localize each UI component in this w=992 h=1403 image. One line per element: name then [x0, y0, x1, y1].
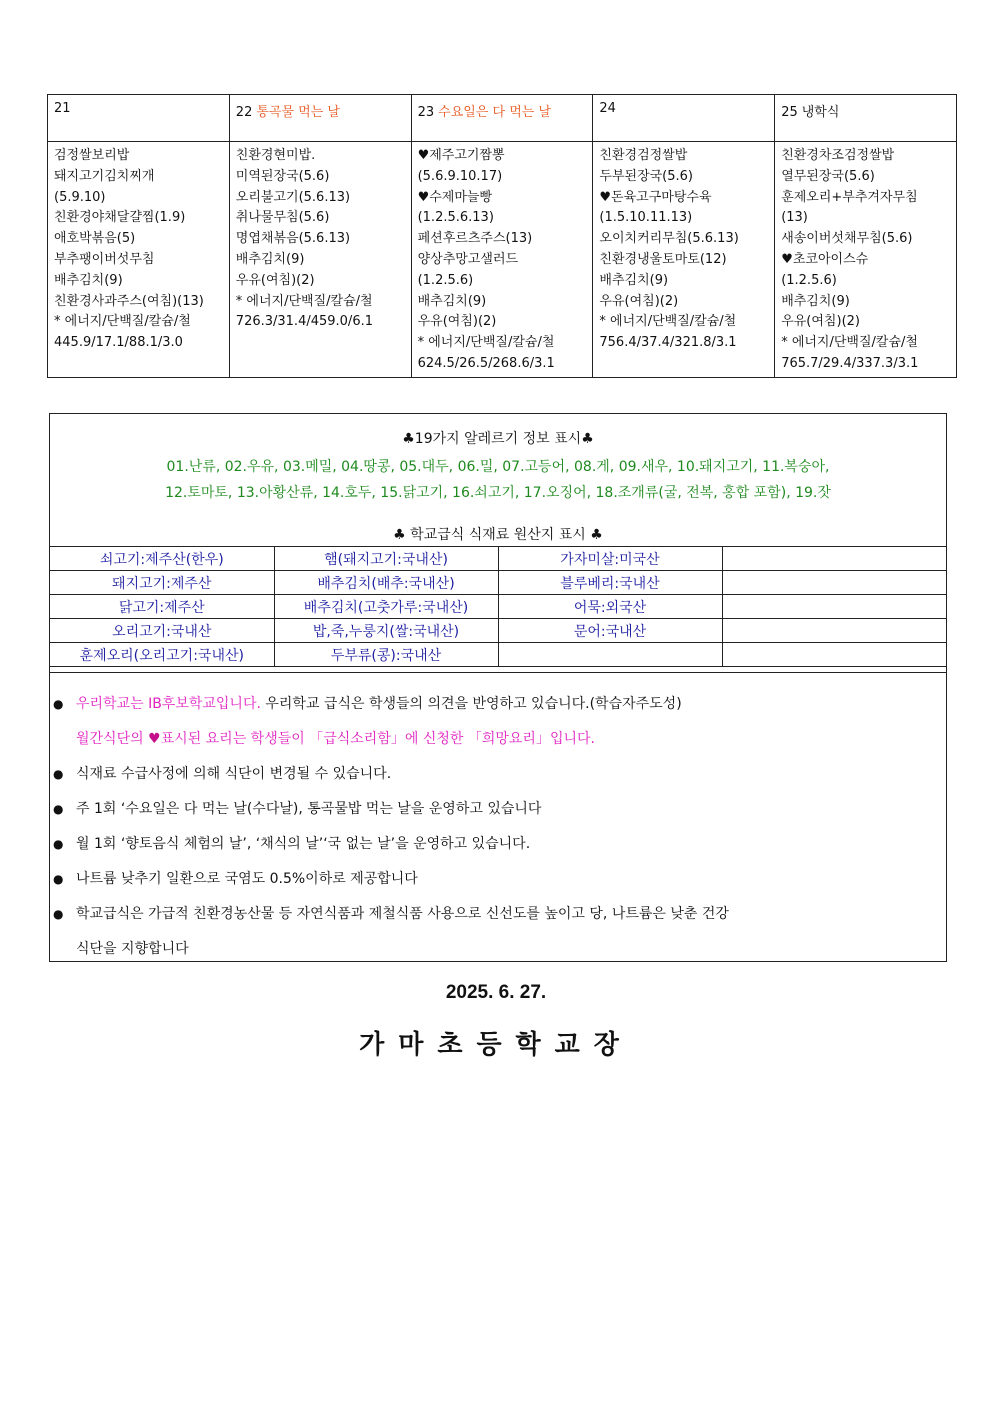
menu-item: 훈제오리+부추겨자무침	[781, 189, 918, 205]
origin-cell: 블루베리:국내산	[498, 571, 722, 595]
table-row	[50, 643, 946, 667]
menu-item: 미역된장국(5.6)	[235, 168, 330, 184]
origin-cell	[722, 547, 946, 571]
menu-item: 친환경차조검정쌀밥	[781, 148, 895, 163]
menu-item: (1.2.5.6)	[781, 272, 837, 288]
origin-cell: 돼지고기:제주산	[50, 571, 274, 595]
menu-item: 새송이버섯채무침(5.6)	[781, 231, 913, 247]
note-text: 월간식단의	[76, 731, 149, 747]
menu-item: 친환경현미밥.	[235, 148, 316, 163]
day-menu-23	[411, 142, 593, 378]
menu-item: 친환경사과주스(여침)(13)	[54, 293, 204, 309]
menu-item: (1.2.5.6)	[417, 272, 474, 288]
origin-cell: 밥,죽,누룽지(쌀:국내산)	[274, 619, 498, 643]
day-header-24: 24	[593, 95, 775, 142]
list-item	[50, 862, 946, 897]
origin-cell: 닭고기:제주산	[50, 595, 274, 619]
menu-item: (1.2.5.6.13)	[417, 210, 494, 226]
menu-item: 양상추망고샐러드	[417, 251, 519, 267]
menu-item: 배추김치(9)	[235, 251, 305, 267]
origin-table	[50, 546, 946, 667]
origin-cell: 훈제오리(오리고기:국내산)	[50, 643, 274, 667]
bullet-icon: ●	[53, 697, 64, 711]
bullet-icon: ●	[53, 837, 64, 851]
list-item	[50, 687, 946, 757]
menu-item: 배추김치(9)	[54, 272, 123, 288]
nutrition-values: 445.9/17.1/88.1/3.0	[54, 335, 183, 351]
menu-item: 우유(여침)(2)	[235, 272, 315, 288]
origin-cell	[722, 619, 946, 643]
list-item	[50, 757, 946, 792]
document-date: 2025. 6. 27.	[445, 982, 547, 1003]
day-menu-22	[229, 142, 411, 378]
table-row	[50, 595, 946, 619]
table-row	[50, 547, 946, 571]
origin-cell: 배추김치(고춧가루:국내산)	[274, 595, 498, 619]
weekly-menu-table	[47, 94, 957, 378]
menu-item: 두부된장국(5.6)	[599, 168, 693, 184]
note-text: 표시된 요리는 학생들이 「급식소리함」에 신청한 「희망요리」입니다.	[160, 731, 595, 747]
menu-item: 배추김치(9)	[417, 293, 487, 309]
menu-item: ♥제주고기짬뽕	[417, 148, 505, 163]
menu-item: (13)	[781, 210, 808, 226]
note-text: 주 1회 ‘수요일은 다 먹는 날(수다날), 통곡물밥 먹는 날을 운영하고 있습니다	[76, 801, 542, 817]
allergy-list	[50, 454, 946, 506]
origin-cell	[722, 571, 946, 595]
menu-item: 우유(여침)(2)	[781, 314, 860, 330]
menu-item: (1.5.10.11.13)	[599, 210, 693, 226]
menu-item: 오리불고기(5.6.13)	[235, 189, 351, 205]
day-menu-24	[593, 142, 775, 378]
menu-item: 취나물무침(5.6)	[235, 210, 330, 226]
list-item	[50, 792, 946, 827]
bullet-icon: ●	[53, 872, 64, 886]
allergy-line-1: 01.난류, 02.우유, 03.메밀, 04.땅콩, 05.대두, 06.밀, 07.고등어, 08.게, 09.새우, 10.돼지고기, 11.복숭아,	[166, 459, 830, 475]
menu-item: 우유(여침)(2)	[599, 293, 679, 309]
note-continuation	[76, 722, 946, 757]
menu-item: 친환경냉울토마토(12)	[599, 251, 727, 267]
nutrition-values: 765.7/29.4/337.3/3.1	[781, 355, 919, 371]
note-continuation: 식단을 지향합니다	[76, 941, 189, 957]
nutrition-label: * 에너지/단백질/칼슘/철	[417, 335, 555, 351]
nutrition-label: * 에너지/단백질/칼슘/철	[599, 314, 737, 330]
menu-item: 친환경야채달걀찜(1.9)	[54, 210, 186, 226]
table-row	[50, 571, 946, 595]
nutrition-label: * 에너지/단백질/칼슘/철	[781, 335, 918, 351]
bullet-icon: ●	[53, 802, 64, 816]
menu-item: ♥초코아이스슈	[781, 251, 869, 267]
origin-cell: 어묵:외국산	[498, 595, 722, 619]
menu-item: 배추김치(9)	[599, 272, 669, 288]
nutrition-values: 756.4/37.4/321.8/3.1	[599, 335, 737, 351]
menu-item: 애호박볶음(5)	[54, 231, 136, 247]
bullet-icon: ●	[53, 767, 64, 781]
menu-item: 열무된장국(5.6)	[781, 168, 875, 184]
origin-cell	[722, 643, 946, 667]
menu-item: 부추팽이버섯무침	[54, 251, 155, 267]
origin-cell: 가자미살:미국산	[498, 547, 722, 571]
origin-cell: 쇠고기:제주산(한우)	[50, 547, 274, 571]
nutrition-label: * 에너지/단백질/칼슘/철	[54, 314, 191, 330]
menu-item: (5.6.9.10.17)	[417, 168, 503, 184]
day-header-22: 22 통곡물 먹는 날	[229, 95, 411, 142]
principal-signature: 가마초등학교장	[359, 1030, 633, 1060]
menu-item: (5.9.10)	[54, 189, 106, 205]
day-header-21: 21	[48, 95, 230, 142]
origin-cell	[722, 595, 946, 619]
nutrition-label: * 에너지/단백질/칼슘/철	[235, 293, 373, 309]
menu-item: 검정쌀보리밥	[54, 148, 130, 163]
allergy-title: ♣19가지 알레르기 정보 표시♣	[402, 431, 594, 447]
note-text: 월 1회 ‘향토음식 체험의 날’, ‘채식의 날’‘국 없는 날’을 운영하고 있습니다.	[76, 836, 531, 852]
table-row	[50, 619, 946, 643]
list-item	[50, 827, 946, 862]
list-item	[50, 897, 946, 967]
origin-cell: 두부류(콩):국내산	[274, 643, 498, 667]
notes-list	[50, 672, 946, 967]
allergy-line-2: 12.토마토, 13.아황산류, 14.호두, 15.닭고기, 16.쇠고기, 17.오징어, 18.조개류(굴, 전복, 홍합 포함), 19.잣	[165, 485, 831, 501]
day-header-23: 23 수요일은 다 먹는 날	[411, 95, 593, 142]
note-text: 식재료 수급사정에 의해 식단이 변경될 수 있습니다.	[76, 766, 392, 782]
origin-cell: 배추김치(배추:국내산)	[274, 571, 498, 595]
heart-icon: ♥	[148, 731, 161, 747]
menu-item: ♥수제마늘빵	[417, 189, 493, 205]
menu-item: 돼지고기김치찌개	[54, 168, 155, 184]
menu-item: 명엽채볶음(5.6.13)	[235, 231, 351, 247]
menu-item: 친환경검정쌀밥	[599, 148, 688, 163]
origin-cell: 문어:국내산	[498, 619, 722, 643]
nutrition-values: 624.5/26.5/268.6/3.1	[417, 355, 555, 371]
nutrition-values: 726.3/31.4/459.0/6.1	[235, 314, 373, 330]
menu-item: 페션후르츠주스(13)	[417, 231, 533, 247]
origin-title: ♣ 학교급식 식재료 원산지 표시 ♣	[393, 527, 603, 543]
menu-item: ♥돈육고구마탕수육	[599, 189, 712, 205]
note-text: 학교급식은 가급적 친환경농산물 등 자연식품과 제철식품 사용으로 신선도를 높이고 당, 나트륨은 낮춘 건강	[76, 906, 729, 922]
menu-item: 배추김치(9)	[781, 293, 850, 309]
menu-item: 우유(여침)(2)	[417, 314, 497, 330]
bullet-icon: ●	[53, 907, 64, 921]
day-menu-25	[775, 142, 957, 378]
day-menu-21	[48, 142, 230, 378]
ib-note: 우리학교는 IB후보학교입니다.	[76, 696, 261, 712]
note-text: 우리학교 급식은 학생들의 의견을 반영하고 있습니다.(학습자주도성)	[260, 696, 682, 712]
menu-item: 오이치커리무침(5.6.13)	[599, 231, 739, 247]
note-text: 나트륨 낮추기 일환으로 국염도 0.5%이하로 제공합니다	[76, 871, 418, 887]
info-box	[49, 413, 947, 962]
day-header-25: 25 냉학식	[775, 95, 957, 142]
origin-cell: 오리고기:국내산	[50, 619, 274, 643]
origin-cell: 햄(돼지고기:국내산)	[274, 547, 498, 571]
origin-cell	[498, 643, 722, 667]
